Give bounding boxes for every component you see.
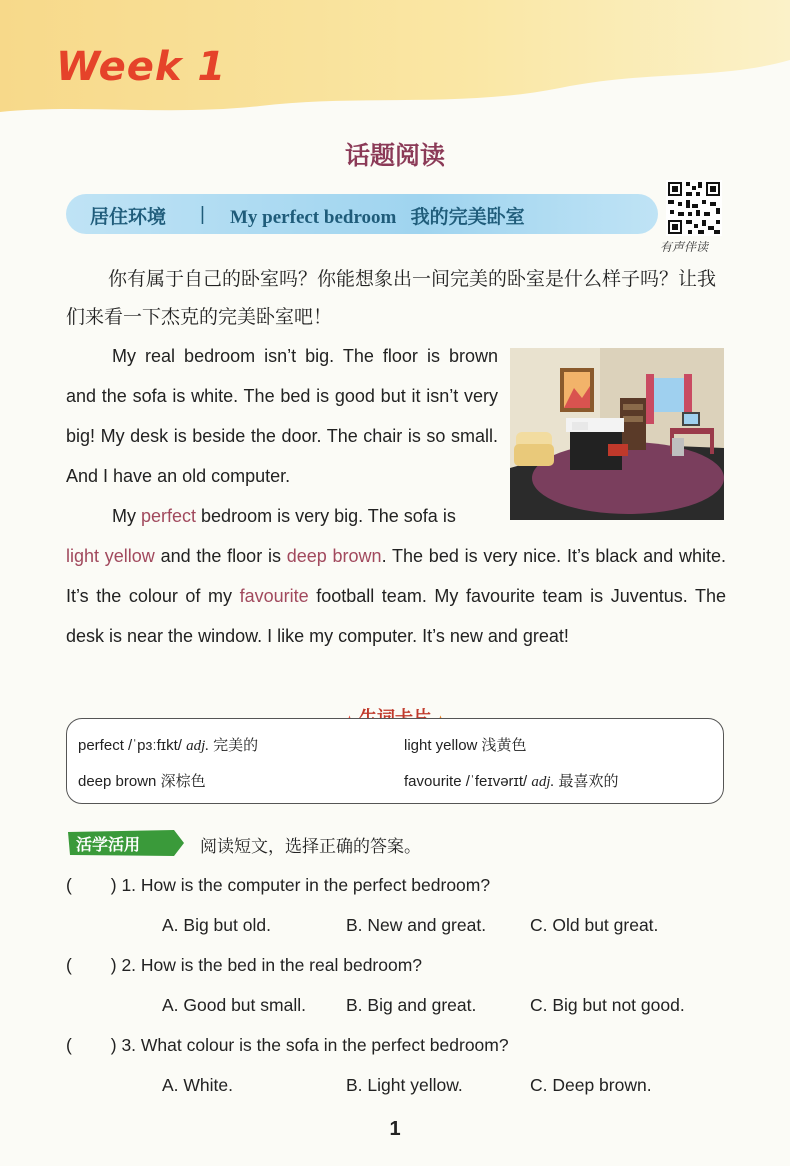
vocab-pos: adj.	[531, 774, 555, 790]
page-title: 话题阅读	[344, 141, 445, 170]
vocab-word: light yellow	[404, 737, 482, 754]
question-prompt: 1. How is the computer in the perfect bedroom?	[121, 875, 491, 895]
vocab-pos: adj.	[186, 738, 210, 754]
highlight-word: favourite	[239, 586, 309, 606]
week-heading: Week 1	[56, 44, 227, 90]
option-b: B. Big and great.	[346, 995, 477, 1015]
question-3	[66, 1035, 509, 1056]
bedroom-illustration	[510, 348, 724, 520]
vocab-meaning: 深棕色	[160, 773, 206, 790]
option-c: C. Deep brown.	[530, 1075, 652, 1095]
vocab-meaning: 完美的	[209, 737, 259, 754]
answer-bracket[interactable]: ( )	[66, 875, 117, 895]
topic-separator: |	[200, 204, 205, 225]
page-number: 1	[389, 1118, 401, 1140]
vocab-item	[78, 734, 258, 755]
vocab-word: perfect /ˈpɜːfɪkt/	[78, 737, 187, 754]
vocab-word: favourite /ˈfeɪvərɪt/	[404, 773, 532, 790]
exercise-instruction: 阅读短文，选择正确的答案。	[200, 837, 421, 857]
vocab-item	[404, 770, 618, 791]
exercise-tag-text: 活学活用	[76, 835, 141, 854]
text-run: . The bed is very nice. It’s black and white. It’s the colour of my	[66, 546, 732, 606]
answer-bracket[interactable]: ( )	[66, 955, 117, 975]
passage-paragraph-2-first-line	[66, 496, 498, 536]
option-c: C. Old but great.	[530, 915, 659, 935]
intro-text: 你有属于自己的卧室吗？你能想象出一间完美的卧室是什么样子吗？让我们来看一下杰克的完美卧室吧！	[66, 268, 717, 328]
topic-title: My perfect bedroom 我的完美卧室	[230, 207, 525, 228]
highlight-word: deep brown	[286, 546, 382, 566]
text-run: My	[112, 506, 141, 526]
answer-bracket[interactable]: ( )	[66, 1035, 117, 1055]
option-b: B. Light yellow.	[346, 1075, 463, 1095]
question-2	[66, 955, 422, 976]
qr-code-icon[interactable]	[666, 180, 722, 236]
text-run: football team. My favourite team is Juventus. The desk is near the window. I like my computer. It’s new and great!	[66, 586, 727, 646]
passage-paragraph-2	[66, 536, 732, 656]
vocab-card	[66, 718, 724, 804]
text-run: bedroom is very big. The sofa is	[196, 506, 456, 526]
highlight-word: perfect	[141, 506, 197, 526]
vocab-item	[78, 770, 206, 791]
vocab-item	[404, 734, 527, 755]
option-b: B. New and great.	[346, 915, 487, 935]
question-prompt: 2. How is the bed in the real bedroom?	[121, 955, 423, 975]
vocab-meaning: 最喜欢的	[554, 773, 619, 790]
vocab-meaning: 浅黄色	[481, 737, 527, 754]
option-c: C. Big but not good.	[530, 995, 685, 1015]
highlight-word: light yellow	[66, 546, 155, 566]
audio-caption: 有声伴读	[660, 240, 709, 254]
vocab-word: deep brown	[78, 773, 161, 790]
option-a: A. Good but small.	[162, 995, 306, 1015]
option-a: A. Big but old.	[162, 915, 271, 935]
question-prompt: 3. What colour is the sofa in the perfect bedroom?	[121, 1035, 509, 1055]
text-run: and the floor is	[154, 546, 287, 566]
topic-category: 居住环境	[90, 206, 167, 228]
option-a: A. White.	[162, 1075, 233, 1095]
passage-paragraph-1: My real bedroom isn’t big. The floor is brown and the sofa is white. The bed is good but it isn’t very big! My desk is beside the door. The chair is so small. And I have an old computer.	[66, 346, 498, 486]
question-1	[66, 875, 490, 896]
